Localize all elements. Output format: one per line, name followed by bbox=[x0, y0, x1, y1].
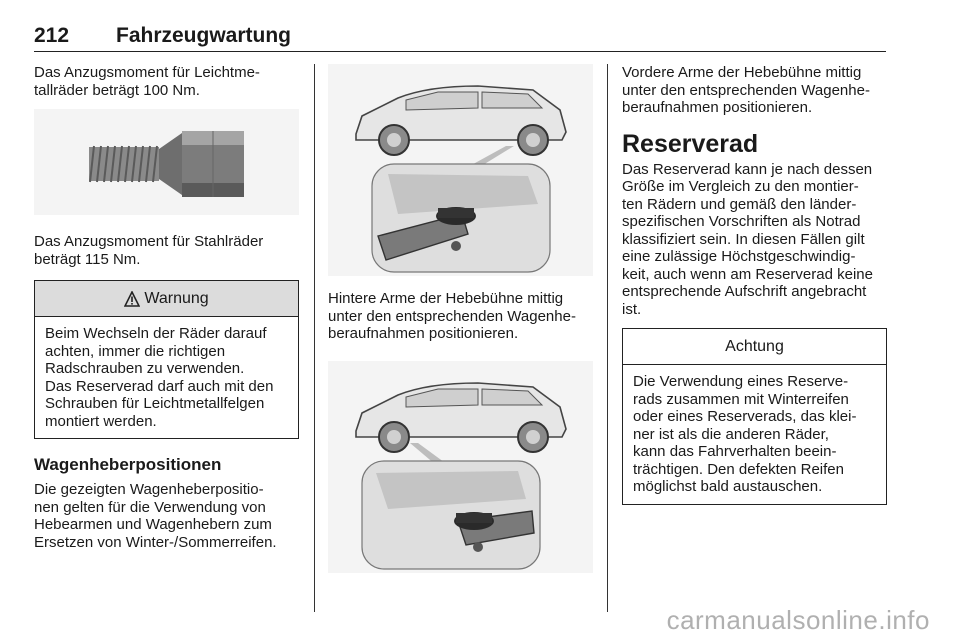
chapter-title: Fahrzeugwartung bbox=[116, 24, 292, 47]
warning-text: Beim Wechseln der Räder darauf achten, immer die richtigen Radschrauben zu verwenden. Das Reserverad darf auch mit den Schrauben für Leichtmetallfelgen montiert werden. bbox=[45, 325, 274, 430]
watermark: carmanualsonline.info bbox=[666, 605, 930, 635]
steel-torque-text: Das Anzugsmoment für Stahlräder beträgt 115 Nm. bbox=[34, 233, 264, 268]
column-divider bbox=[314, 64, 315, 612]
light-alloy-torque-text: Das Anzugsmoment für Leichtme- tallräder beträgt 100 Nm. bbox=[34, 64, 260, 99]
wheel-bolt-illustration bbox=[34, 109, 299, 215]
warning-header bbox=[35, 281, 298, 317]
column-1 bbox=[34, 64, 299, 551]
caution-header bbox=[623, 329, 886, 365]
rear-lift-text: Hintere Arme der Hebebühne mittig unter den entsprechenden Wagenhe- beraufnahmen positionieren. bbox=[328, 290, 576, 342]
jack-positions-text: Die gezeigten Wagenheberpositio- nen gelten für die Verwendung von Hebearmen und Wagenhebern zum Ersetzen von Winter-/Sommerreifen. bbox=[34, 481, 277, 551]
page-number: 212 bbox=[34, 24, 70, 47]
front-lift-text: Vordere Arme der Hebebühne mittig unter den entsprechenden Wagenhe- beraufnahmen positionieren. bbox=[622, 64, 870, 116]
warning-box bbox=[34, 280, 299, 439]
column-divider bbox=[607, 64, 608, 612]
column-2 bbox=[328, 64, 593, 573]
caution-title: Achtung bbox=[725, 337, 784, 355]
warning-icon bbox=[124, 291, 140, 307]
caution-box bbox=[622, 328, 887, 505]
spare-wheel-heading: Reserverad bbox=[622, 129, 759, 158]
rear-lift-point-illustration bbox=[328, 64, 593, 276]
jack-positions-heading: Wagenheberpositionen bbox=[34, 455, 222, 474]
warning-title: Warnung bbox=[144, 289, 209, 307]
page-header bbox=[34, 24, 886, 52]
front-lift-point-illustration bbox=[328, 361, 593, 573]
spare-wheel-text: Das Reserverad kann je nach dessen Größe im Vergleich zu den montier- ten Rädern und gemäß den länder- spezifischen Vorschriften als Notrad klassifiziert sein. In diesen Fällen gilt eine zulässige Höchstgeschwindig- keit, auch wenn am Reserverad keine entsprechende Aufschrift angebracht ist. bbox=[622, 160, 873, 318]
caution-text: Die Verwendung eines Reserve- rads zusammen mit Winterreifen oder eines Reserverads, das klei- ner ist als die anderen Räder, kann das Fahrverhalten beein- trächtigen. Den defekten Reifen möglichst bald austauschen. bbox=[633, 373, 857, 495]
column-3 bbox=[622, 64, 887, 505]
